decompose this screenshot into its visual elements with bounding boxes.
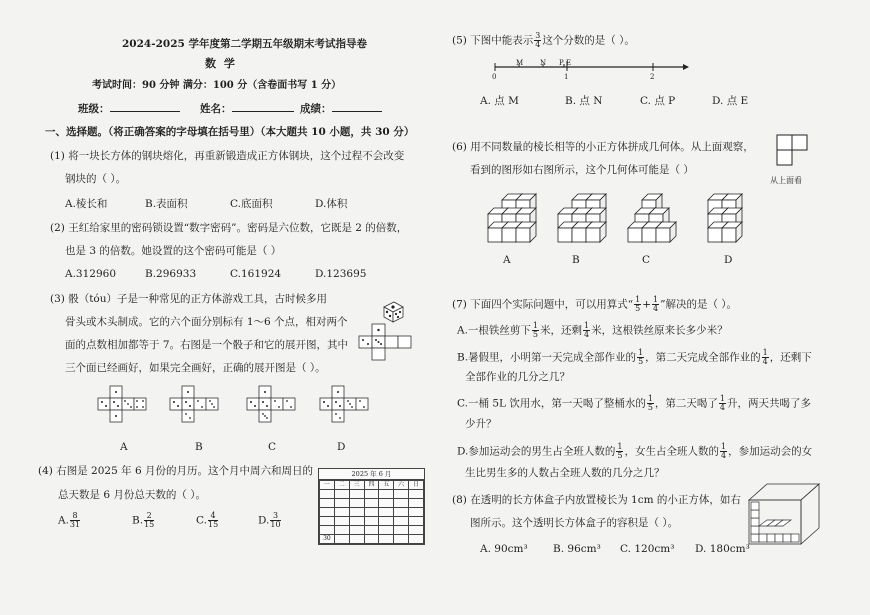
q6-label-d[interactable]: D — [724, 254, 733, 266]
calendar-header: 六 — [394, 481, 409, 490]
point-m: M — [516, 59, 524, 67]
subject-title: 数 学 — [205, 57, 237, 70]
name-field — [200, 101, 294, 116]
q5-fraction: $\frac{3}{4}$ — [535, 31, 541, 49]
dice-net-figure — [356, 322, 416, 374]
q4-a-fraction: $\frac{8}{31}$ — [69, 511, 81, 529]
calendar-grid — [319, 480, 424, 544]
transparent-box-figure — [745, 478, 825, 550]
class-label: 班级： — [78, 103, 110, 115]
section-heading: 一、选择题。（将正确答案的字母填在括号里）（本大题共 10 小题，共 30 分） — [45, 126, 415, 138]
q5-option-a[interactable]: A. 点 M — [480, 95, 519, 107]
q6-line1: (6) 用不同数量的棱长相等的小正方体拼成几何体。从上面观察， — [452, 141, 754, 153]
tick-0: 0 — [492, 73, 497, 81]
q8-option-a[interactable]: A. 90cm³ — [480, 543, 528, 555]
calendar-day: 30 — [320, 535, 335, 544]
q7-fraction-2: $\frac{1}{4}$ — [653, 295, 659, 313]
q7-option-a[interactable]: A.一根铁丝剪下 $\frac{1}{5}$ 米，还剩 $\frac{1}{4}$ 米，这根铁丝原来长多少米？ — [457, 321, 728, 339]
q1-line2: 钢块的（ ）。 — [65, 173, 127, 185]
score-field — [300, 101, 382, 116]
q1-option-a[interactable]: A.棱长和 — [65, 198, 108, 210]
point-p: P — [559, 59, 564, 67]
q7-question: (7) 下面四个实际问题中，可以用算式“ $\frac{1}{5}$ + $\frac{1}{4}$ ”解决的是（ ）。 — [452, 295, 738, 313]
q3-label-a[interactable]: A — [120, 441, 128, 453]
q5-option-c[interactable]: C. 点 P — [640, 95, 676, 107]
calendar — [318, 468, 425, 545]
q4-option-d[interactable]: D. $\frac{3}{10}$ — [258, 511, 281, 529]
point-e: E — [566, 59, 572, 67]
tick-1: 1 — [564, 73, 569, 81]
q8-option-b[interactable]: B. 96cm³ — [553, 543, 601, 555]
q8-option-c[interactable]: C. 120cm³ — [620, 543, 675, 555]
calendar-header: 一 — [320, 481, 335, 490]
calendar-header: 三 — [349, 481, 364, 490]
calendar-header: 二 — [334, 481, 349, 490]
point-n: N — [540, 59, 547, 67]
q7-fraction-1: $\frac{1}{5}$ — [635, 295, 641, 313]
q5-question: (5) 下图中能表示 $\frac{3}{4}$ 这个分数的是（ ）。 — [452, 31, 635, 49]
calendar-header: 五 — [379, 481, 394, 490]
q4-line1: (4) 右图是 2025 年 6 月份的月历。这个月中周六和周日的 — [38, 465, 313, 477]
tick-2: 2 — [650, 73, 655, 81]
q1-line1: (1) 将一块长方体的钢块熔化，再重新锻造成正方体钢块，这个过程不会改变 — [50, 150, 405, 162]
q1-option-c[interactable]: C.底面积 — [230, 198, 273, 210]
q6-label-a[interactable]: A — [503, 254, 511, 266]
q7-option-c-line2: 少升？ — [465, 418, 497, 430]
score-blank[interactable] — [332, 101, 382, 112]
q4-line2: 总天数是 6 月份总天数的（ ）。 — [58, 489, 206, 501]
q1-option-b[interactable]: B.表面积 — [145, 198, 188, 210]
q4-c-fraction: $\frac{4}{15}$ — [208, 511, 219, 529]
q4-option-b[interactable]: B. $\frac{2}{15}$ — [132, 511, 155, 529]
q2-option-c[interactable]: C.161924 — [230, 268, 282, 280]
q7-option-b[interactable]: B.暑假里，小明第一天完成全部作业的 $\frac{1}{5}$ ，第二天完成全部作业的 $\frac{1}{4}$ ，还剩下 — [457, 348, 812, 366]
q7-option-c[interactable]: C.一桶 5L 饮用水，第一天喝了整桶水的 $\frac{1}{5}$ ，第二天喝了 $\frac{1}{4}$ 升，两天共喝了多 — [457, 394, 812, 412]
q7-option-d[interactable]: D.参加运动会的男生占全班人数的 $\frac{1}{5}$ ，女生占全班人数的 $\frac{1}{4}$ ，参加运动会的女 — [457, 442, 813, 460]
q2-option-d[interactable]: D.123695 — [315, 268, 367, 280]
q6-line2: 看到的图形如右图所示，这个几何体可能是（ ） — [470, 164, 694, 176]
q6-label-c[interactable]: C — [642, 254, 651, 266]
q8-line2: 图所示。这个透明长方体盒子的容积是（ ）。 — [470, 517, 679, 529]
q3-label-b[interactable]: B — [195, 441, 203, 453]
q8-option-d[interactable]: D. 180cm³ — [695, 543, 750, 555]
q7-option-d-line2: 生比男生多的人数占全班人数的几分之几？ — [465, 467, 665, 479]
q8-line1: (8) 在透明的长方体盒子内放置棱长为 1cm 的小正方体，如右 — [452, 494, 741, 506]
name-label: 姓名： — [200, 103, 232, 115]
calendar-header: 日 — [409, 481, 424, 490]
name-blank[interactable] — [232, 101, 294, 112]
q2-line2: 也是 3 的倍数。她设置的这个密码可能是（ ） — [65, 245, 282, 257]
q1-option-d[interactable]: D.体积 — [315, 198, 348, 210]
calendar-title: 2025 年 6 月 — [319, 469, 424, 480]
q7-option-b-line2: 全部作业的几分之几？ — [465, 371, 570, 383]
q4-b-fraction: $\frac{2}{15}$ — [144, 511, 155, 529]
q3-label-c[interactable]: C — [268, 441, 277, 453]
q2-option-b[interactable]: B.296933 — [145, 268, 197, 280]
q4-option-c[interactable]: C. $\frac{4}{15}$ — [196, 511, 219, 529]
q3-label-d[interactable]: D — [337, 441, 346, 453]
q5-option-b[interactable]: B. 点 N — [565, 95, 603, 107]
q3-net-options — [92, 383, 392, 433]
q2-line1: (2) 王红给家里的密码锁设置“数字密码”。密码是六位数，它既是 2 的倍数， — [50, 222, 408, 234]
q6-label-b[interactable]: B — [572, 254, 580, 266]
q2-option-a[interactable]: A.312960 — [65, 268, 117, 280]
q3-line3: 面的点数相加都等于 7。右图是一个骰子和它的展开图，其中 — [65, 339, 349, 351]
dice-icon — [380, 298, 406, 324]
top-view-label: 从上面看 — [770, 176, 802, 185]
q6-solid-options — [480, 188, 765, 250]
exam-info: 考试时间：90 分钟 满分：100 分（含卷面书写 1 分） — [92, 80, 342, 91]
class-field — [78, 101, 180, 116]
class-blank[interactable] — [110, 101, 180, 112]
calendar-header: 四 — [364, 481, 379, 490]
q3-line2: 骨头或木头制成。它的六个面分别标有 1～6 个点，相对两个 — [65, 316, 348, 328]
q4-option-a[interactable]: A. $\frac{8}{31}$ — [58, 511, 81, 529]
q4-d-fraction: $\frac{3}{10}$ — [270, 511, 281, 529]
exam-title: 2024-2025 学年度第二学期五年级期末考试指导卷 — [122, 38, 367, 50]
score-label: 成绩： — [300, 103, 332, 115]
q3-line4: 三个面已经画好，如果完全画好，正确的展开图是（ ）。 — [65, 362, 326, 374]
q3-line1: (3) 骰（tóu）子是一种常见的正方体游戏工具，古时候多用 — [50, 293, 328, 305]
top-view-figure — [775, 133, 815, 171]
q5-option-d[interactable]: D. 点 E — [712, 95, 749, 107]
